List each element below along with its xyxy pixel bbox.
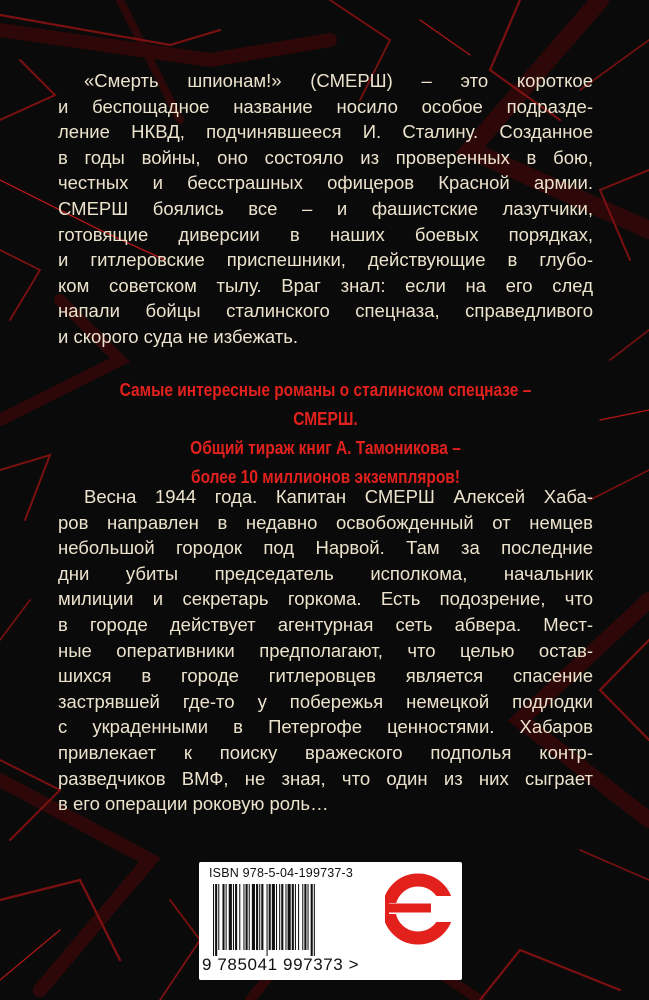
intro-line: «Смерть шпионам!» (СМЕРШ) – это короткое [84,70,593,91]
barcode-bar [267,884,268,956]
barcode-bar [276,884,277,950]
barcode-bar [256,884,258,950]
intro-line: ком советском тылу. Враг знал: если на его след [58,274,593,296]
barcode-bar [279,884,280,950]
synopsis-paragraph [58,484,593,817]
barcode-bar [288,884,291,950]
intro-line: готовящие диверсии в наших боевых порядках, [58,223,593,245]
barcode-bar [302,884,303,950]
synopsis-line: ров направлен в недавно освобожденный от немцев [58,511,593,533]
barcode-bar [269,884,271,950]
barcode-bar [243,884,244,950]
barcode-bar [259,884,260,950]
barcode-bar [298,884,299,950]
synopsis-line: в его операции роковую роль… [58,793,329,815]
synopsis-line: привлекает к поиску вражеского подполья контр- [58,741,593,763]
barcode-bar [308,884,309,950]
barcode-bar [314,884,315,956]
eksmo-logo-icon [385,866,451,952]
barcode-bar [233,884,234,950]
barcode-bar [246,884,248,950]
intro-line: честных и бесстрашных офицеров Красной армии. [58,172,593,194]
barcode-bar [272,884,275,950]
barcode-bar [252,884,255,950]
intro-paragraph [58,68,593,350]
synopsis-line: ные оперативники предполагают, что целью остав- [58,639,593,661]
barcode-bar [226,884,227,950]
barcode-bars [213,884,378,956]
synopsis-line: небольшой городок под Нарвой. Там за последние [58,537,593,559]
series-tagline [95,376,555,492]
synopsis-line: милиции и секретарь горкома. Есть подозрение, что [58,588,593,610]
intro-line: в годы войны, оно состояло из проверенных в бою, [58,146,593,168]
barcode-bar [304,884,306,950]
barcode-bar [295,884,296,950]
intro-line: напали бойцы сталинского спецназа, справедливого [58,300,593,322]
barcode-bar [215,884,217,956]
barcode-bar [249,884,250,950]
barcode-bar [285,884,286,950]
intro-line: и гитлеровские приспешники, действующие в глубо- [58,249,593,271]
intro-line: ление НКВД, подчинявшееся И. Сталину. Созданное [58,121,593,143]
barcode-digits: 9 785041 997373 > [202,955,360,974]
synopsis-line: шихся в городе гитлеровцев является спасение [58,665,593,687]
barcode-bar [222,884,224,950]
barcode-bar [235,884,237,950]
tagline-line: Самые интересные романы о сталинском спецназе – СМЕРШ. [119,380,532,429]
barcode-bar [261,884,263,950]
barcode-bar [213,884,214,956]
synopsis-line: застрявшей где-то у побережья немецкой подлодки [58,690,593,712]
synopsis-line: разведчиков ВМФ, не зная, что один из них сыграет [58,767,593,789]
intro-line: и беспощадное название носило особое подразде- [58,95,593,117]
barcode-bar [292,884,294,950]
synopsis-line: дни убиты председатель исполкома, начальник [58,562,593,584]
tagline-line: Общий тираж книг А. Тамоникова – [190,438,461,458]
barcode-bar [281,884,283,950]
synopsis-line: в городе действует агентурная сеть абвера. Мест- [58,613,593,635]
isbn-label: ISBN 978-5-04-199737-3 [209,866,354,880]
barcode-bar [239,884,240,950]
barcode-bar [311,884,313,956]
tagline-line: более 10 миллионов экземпляров! [191,467,460,487]
synopsis-line: Весна 1944 года. Капитан СМЕРШ Алексей Хаба- [84,486,593,507]
barcode-bar [229,884,232,950]
intro-line: СМЕРШ боялись все – и фашистские лазутчики, [58,197,593,219]
barcode-bar [218,884,219,950]
intro-line: и скорого суда не избежать. [58,325,299,347]
synopsis-line: с украденными в Петергофе ценностями. Хабаров [58,716,593,738]
